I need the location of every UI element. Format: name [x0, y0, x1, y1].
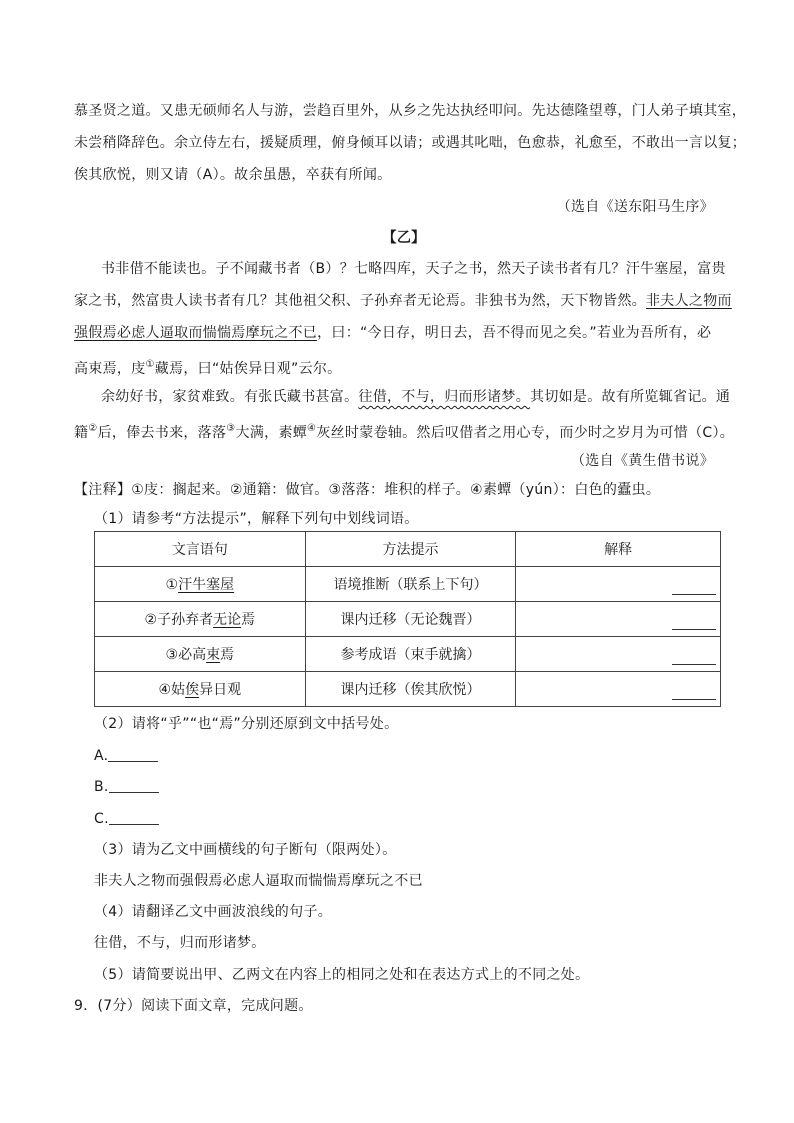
method-cell: 参考成语（束手就擒） [305, 637, 516, 672]
method-cell: 课内迁移（俟其欣悦） [305, 672, 516, 707]
note-marker-1: ① [145, 359, 155, 370]
method-cell: 课内迁移（无论魏晋） [305, 602, 516, 637]
answer-blank[interactable] [672, 664, 716, 665]
question-3-prompt: （3）请为乙文中画横线的句子断句（限两处）。 [94, 842, 397, 858]
yi-heading: 【乙】 [382, 230, 426, 246]
yi-p2-line-2-text-d: 灰丝时蒙卷轴。然后叹借者之用心专，而少时之岁月为可惜（C）。 [316, 425, 735, 441]
underlined-sentence-part-2: 强假焉必虑人逼取而惴惴焉摩玩之不已 [74, 325, 318, 341]
wavy-underlined-sentence: 往借，不与，归而形诸梦。 [358, 389, 531, 405]
table-row [95, 602, 721, 637]
question-9-heading: 9．(7分）阅读下面文章，完成问题。 [74, 998, 313, 1014]
header-explanation: 解释 [516, 532, 721, 567]
jia-source: （选自《送东阳马生序》 [556, 199, 714, 215]
note-marker-3: ③ [226, 423, 236, 434]
question-2-prompt: （2）请将“乎”“也“焉”分别还原到文中括号处。 [94, 716, 399, 732]
sentence-suffix: 异日观 [199, 682, 242, 698]
jia-line-2: 未尝稍降辞色。余立侍左右，援疑质理，俯身倾耳以请；或遇其叱咄，色愈恭，礼愈至，不敢出一言以复； [74, 135, 747, 151]
yi-p2-line-1-text-b: 其切如是。故有所览辄省记。通 [530, 389, 731, 405]
yi-p2-line-2 [74, 419, 734, 443]
answer-blank-c[interactable] [109, 810, 159, 825]
underlined-sentence-part-1: 非夫人之物而 [646, 293, 732, 309]
jia-line-1: 慕圣贤之道。又患无硕师名人与游，尝趋百里外，从乡之先达执经叩问。先达德隆望尊，门人弟子填其室， [74, 103, 747, 119]
sentence-cell [95, 672, 306, 707]
sentence-cell [95, 637, 306, 672]
table-row [95, 672, 721, 707]
question-4-sentence: 往借，不与，归而形诸梦。 [94, 935, 266, 951]
underlined-word: 束 [206, 647, 221, 663]
yi-source: （选自《黄生借书说》 [571, 453, 714, 469]
underlined-word: 俟 [185, 682, 200, 698]
question-1-prompt: （1）请参考“方法提示”，解释下列句中划线词语。 [94, 511, 419, 527]
method-table [94, 531, 721, 707]
option-c [94, 809, 159, 829]
option-b-label: B. [94, 779, 109, 795]
table-row [95, 567, 721, 602]
header-method: 方法提示 [305, 532, 516, 567]
note-marker-2: ② [88, 423, 98, 434]
answer-cell[interactable] [516, 567, 721, 602]
yi-p1-line-2-text: 家之书，然富贵人读书者有几？其他祖父积、子孙弃者无论焉。非独书为然，天下物皆然。 [74, 293, 646, 309]
sentence-suffix: 焉 [220, 647, 235, 663]
table-row [95, 637, 721, 672]
answer-blank[interactable] [672, 699, 716, 700]
yi-p2-line-1-text-a: 余幼好书，家贫难致。有张氏藏书甚富。 [101, 389, 359, 405]
sentence-prefix: ④姑 [158, 682, 186, 698]
yi-p1-line-3-text: ，曰：“今日存，明日去，吾不得而见之矣。”若业为吾所有，必 [317, 325, 712, 341]
yi-p1-line-1: 书非借不能读也。子不闻藏书者（B）？七略四库，天子之书，然天子读书者有几？汗牛塞屋，富贵 [101, 261, 726, 277]
answer-blank[interactable] [672, 629, 716, 630]
sentence-suffix: 焉 [241, 612, 256, 628]
annotation-notes: 【注释】①庋：搁起来。②通籍：做官。③落落：堆积的样子。④素蟫（yún）：白色的蠹虫。 [74, 482, 661, 498]
question-3-sentence: 非夫人之物而强假焉必虑人逼取而惴惴焉摩玩之不已 [94, 873, 423, 889]
underlined-word: 汗牛塞屋 [178, 577, 235, 593]
yi-p1-line-2 [74, 291, 732, 311]
answer-cell[interactable] [516, 672, 721, 707]
answer-blank[interactable] [672, 594, 716, 595]
question-5-prompt: （5）请简要说出甲、乙两文在内容上的相同之处和在表达方式上的不同之处。 [94, 967, 590, 983]
sentence-prefix: ① [165, 577, 179, 593]
answer-cell[interactable] [516, 637, 721, 672]
question-4-prompt: （4）请翻译乙文中画波浪线的句子。 [94, 904, 333, 920]
yi-p1-line-4-text-a: 高束焉，庋 [74, 361, 146, 377]
method-cell: 语境推断（联系上下句） [305, 567, 516, 602]
yi-p2-line-2-text-b: 后，俸去书来，落落 [97, 425, 227, 441]
sentence-cell [95, 602, 306, 637]
yi-p2-line-1 [101, 387, 730, 407]
answer-cell[interactable] [516, 602, 721, 637]
table-header-row [95, 532, 721, 567]
yi-p2-line-2-text-a: 籍 [74, 425, 89, 441]
sentence-prefix: ②子孙弃者 [144, 612, 214, 628]
yi-p1-line-4-text-b: 藏焉，曰“姑俟异日观”云尔。 [154, 361, 342, 377]
option-a-label: A. [94, 748, 109, 764]
answer-blank-b[interactable] [109, 778, 159, 793]
yi-p2-line-2-text-c: 大满，素蟫 [235, 425, 308, 441]
yi-p1-line-4 [74, 355, 341, 379]
sentence-cell [95, 567, 306, 602]
option-c-label: C. [94, 811, 109, 827]
option-b [94, 777, 159, 797]
underlined-word: 无论 [213, 612, 242, 628]
answer-blank-a[interactable] [108, 747, 158, 762]
yi-p1-line-3 [74, 323, 711, 343]
jia-line-3: 俟其欣悦，则又请（A）。故余虽愚，卒获有所闻。 [74, 167, 392, 183]
option-a [94, 746, 158, 766]
header-sentence: 文言语句 [95, 532, 306, 567]
sentence-prefix: ③必高 [165, 647, 207, 663]
note-marker-4: ④ [307, 423, 317, 434]
